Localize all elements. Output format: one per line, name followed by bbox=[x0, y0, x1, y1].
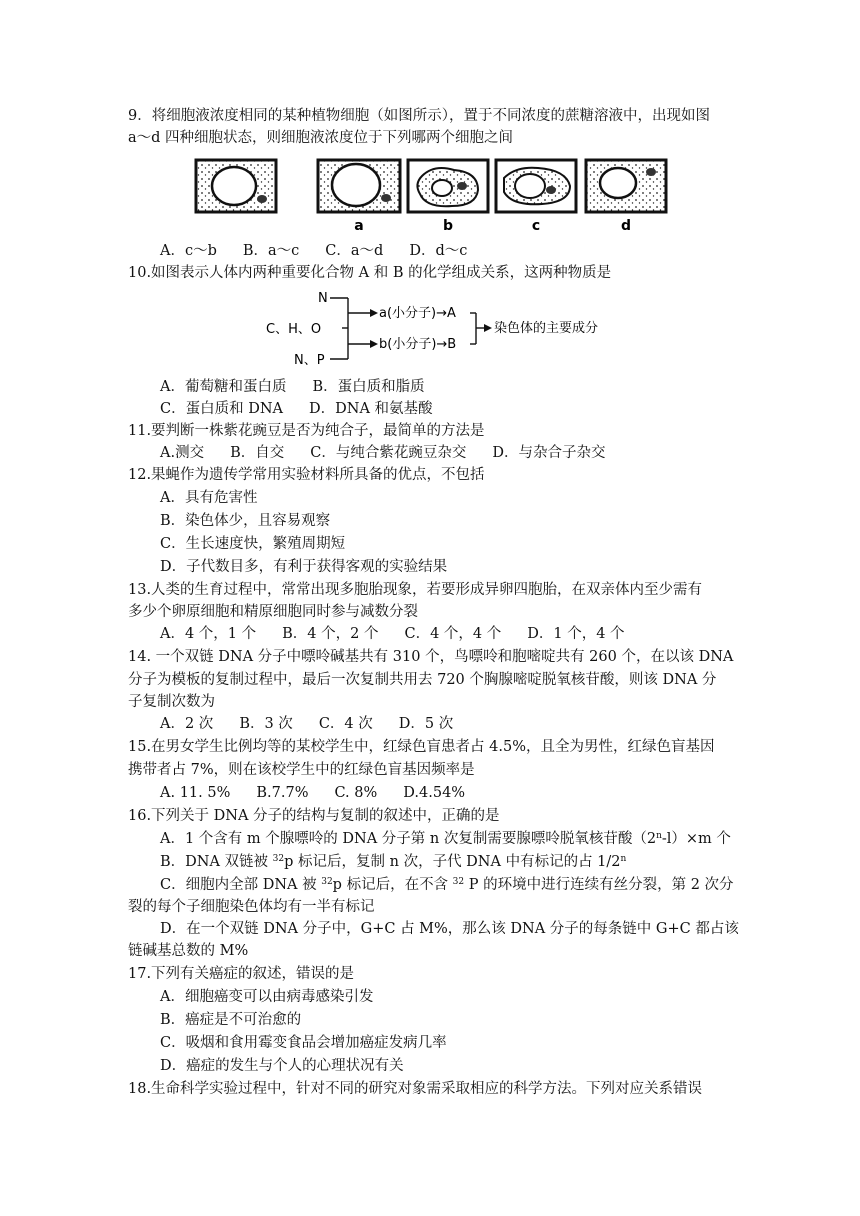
q13-option-c[interactable]: C．4 个，4 个 bbox=[404, 626, 502, 642]
diagram-cho: C、H、O bbox=[266, 322, 322, 337]
q15-option-a[interactable]: A. 11. 5% bbox=[160, 785, 231, 801]
q16-option-b-sup1: 32 bbox=[272, 854, 285, 864]
q16-option-c-text2: p 标记后，在不含 bbox=[332, 877, 453, 893]
diagram-np: N、P bbox=[294, 353, 325, 368]
q10-option-c[interactable]: C．蛋白质和 DNA bbox=[160, 401, 283, 417]
q9-option-b[interactable]: B．a～c bbox=[242, 243, 300, 259]
q17-option-d[interactable]: D．癌症的发生与个人的心理状况有关 bbox=[160, 1058, 404, 1074]
q17-option-b[interactable]: B．癌症是不可治愈的 bbox=[160, 1012, 302, 1028]
diagram-n: N bbox=[318, 291, 328, 306]
fig-label-c: c bbox=[531, 218, 541, 234]
q18-stem: 18.生命科学实验过程中，针对不同的研究对象需采取相应的科学方法。下列对应关系错误 bbox=[128, 1081, 703, 1097]
q9-stem-line1: 9．将细胞液浓度相同的某种植物细胞（如图所示），置于不同浓度的蔗糖溶液中，出现如图 bbox=[128, 108, 710, 124]
q12-stem: 12.果蝇作为遗传学常用实验材料所具备的优点，不包括 bbox=[128, 467, 485, 483]
q17-option-c[interactable]: C．吸烟和食用霉变食品会增加癌症发病几率 bbox=[160, 1035, 447, 1051]
q12-option-b[interactable]: B．染色体少，且容易观察 bbox=[160, 513, 331, 529]
q14-option-c[interactable]: C．4 次 bbox=[318, 716, 373, 732]
cell-c bbox=[496, 160, 576, 212]
q16-option-b-sup2: n bbox=[620, 854, 627, 864]
q10-stem: 10.如图表示人体内两种重要化合物 A 和 B 的化学组成关系，这两种物质是 bbox=[128, 265, 612, 281]
q13-options bbox=[160, 624, 651, 644]
q9-option-a[interactable]: A．c～b bbox=[160, 243, 217, 259]
q13-stem-line2: 多少个卵原细胞和精原细胞同时参与减数分裂 bbox=[128, 604, 418, 620]
q11-option-a[interactable]: A.测交 bbox=[160, 445, 205, 461]
q13-stem-line1: 13.人类的生育过程中，常常出现多胞胎现象，若要形成异卵四胞胎，在双亲体内至少需有 bbox=[128, 582, 703, 598]
q14-option-d[interactable]: D．5 次 bbox=[398, 716, 454, 732]
q10-option-a[interactable]: A．葡萄糖和蛋白质 bbox=[160, 379, 287, 395]
q13-option-a[interactable]: A．4 个，1 个 bbox=[160, 626, 257, 642]
fig-label-a: a bbox=[354, 218, 364, 234]
q16-option-d[interactable]: D．在一个双链 DNA 分子中，G+C 占 M%，那么该 DNA 分子的每条链中 G+C 都占该 bbox=[160, 921, 739, 937]
q10-option-b[interactable]: B．蛋白质和脂质 bbox=[312, 379, 425, 395]
q14-stem-line1: 14. 一个双链 DNA 分子中嘌呤碱基共有 310 个，鸟嘌呤和胞嘧啶共有 260 个，在以该 DNA bbox=[128, 649, 734, 665]
q15-stem-line2: 携带者占 7%，则在该校学生中的红绿色盲基因频率是 bbox=[128, 762, 475, 778]
q11-option-d[interactable]: D．与杂合子杂交 bbox=[492, 445, 606, 461]
q11-option-c[interactable]: C．与纯合紫花豌豆杂交 bbox=[310, 445, 467, 461]
q10-option-d[interactable]: D．DNA 和氨基酸 bbox=[309, 401, 433, 417]
q16-option-c-text1: C．细胞内全部 DNA 被 bbox=[160, 877, 322, 893]
diagram-a: a(小分子)→A bbox=[379, 306, 456, 321]
q16-option-b-text1: B．DNA 双链被 bbox=[160, 854, 273, 870]
q10-diagram bbox=[262, 287, 622, 373]
q12-option-c[interactable]: C．生长速度快，繁殖周期短 bbox=[160, 536, 346, 552]
q13-option-b[interactable]: B．4 个，2 个 bbox=[282, 626, 379, 642]
q16-option-a[interactable] bbox=[160, 829, 731, 849]
cell-b bbox=[408, 160, 488, 212]
q14-option-b[interactable]: B．3 次 bbox=[239, 716, 293, 732]
q14-stem-line2: 分子为模板的复制过程中，最后一次复制共用去 720 个胸腺嘧啶脱氧核苷酸，则该 DNA 分 bbox=[128, 672, 717, 688]
q14-stem-line3: 子复制次数为 bbox=[128, 694, 215, 710]
q16-option-b[interactable] bbox=[160, 852, 626, 872]
q15-option-c[interactable]: C. 8% bbox=[334, 785, 378, 801]
cell-d bbox=[586, 160, 666, 212]
q15-option-b[interactable]: B.7.7% bbox=[256, 785, 309, 801]
q9-option-c[interactable]: C．a～d bbox=[325, 243, 384, 259]
q16-option-c[interactable] bbox=[160, 875, 734, 895]
q16-option-c-line2: 裂的每个子细胞染色体均有一半有标记 bbox=[128, 899, 375, 915]
q10-options-row2 bbox=[160, 399, 459, 419]
q16-option-c-sup2: 32 bbox=[452, 877, 465, 887]
fig-label-d: d bbox=[620, 218, 632, 234]
q13-option-d[interactable]: D．1 个，4 个 bbox=[527, 626, 625, 642]
q16-option-d-line2: 链碱基总数的 M% bbox=[128, 943, 249, 959]
reference-cell bbox=[196, 160, 276, 212]
q15-option-d[interactable]: D.4.54% bbox=[403, 785, 466, 801]
q15-stem-line1: 15.在男女学生比例均等的某校学生中，红绿色盲患者占 4.5%，且全为男性，红绿色盲基因 bbox=[128, 739, 715, 755]
q9-option-d[interactable]: D．d～c bbox=[409, 243, 468, 259]
q16-option-c-text3: P 的环境中进行连续有丝分裂，第 2 次分 bbox=[464, 877, 734, 893]
q9-options bbox=[160, 241, 493, 261]
q17-option-a[interactable]: A．细胞癌变可以由病毒感染引发 bbox=[160, 989, 374, 1005]
q16-option-a-text2: -l）×m 个 bbox=[661, 831, 731, 847]
fig-label-b: b bbox=[442, 218, 454, 234]
q16-option-b-text2: p 标记后，复制 n 次，子代 DNA 中有标记的占 1/2 bbox=[284, 854, 621, 870]
q16-option-c-sup1: 32 bbox=[321, 877, 333, 887]
diagram-b: b(小分子)→B bbox=[379, 337, 457, 352]
q9-cell-figure bbox=[186, 156, 676, 236]
q16-stem: 16.下列关于 DNA 分子的结构与复制的叙述中，正确的是 bbox=[128, 808, 500, 824]
q11-options bbox=[160, 443, 631, 463]
q16-option-a-text1: A．1 个含有 m 个腺嘌呤的 DNA 分子第 n 次复制需要腺嘌呤脱氧核苷酸（2 bbox=[160, 831, 657, 847]
q11-stem: 11.要判断一株紫花豌豆是否为纯合子，最简单的方法是 bbox=[128, 423, 485, 439]
q12-option-d[interactable]: D．子代数目多，有利于获得客观的实验结果 bbox=[160, 559, 448, 575]
q10-options-row1 bbox=[160, 377, 451, 397]
cell-a bbox=[318, 160, 400, 212]
q12-option-a[interactable]: A．具有危害性 bbox=[160, 490, 258, 506]
q17-stem: 17.下列有关癌症的叙述，错误的是 bbox=[128, 966, 355, 982]
q15-options bbox=[160, 783, 491, 803]
q16-option-a-sup: n bbox=[656, 831, 662, 841]
q14-options bbox=[160, 714, 479, 734]
q9-stem-line2: a～d 四种细胞状态，则细胞液浓度位于下列哪两个细胞之间 bbox=[128, 130, 514, 146]
diagram-result: 染色体的主要成分 bbox=[494, 321, 599, 336]
q11-option-b[interactable]: B．自交 bbox=[230, 445, 285, 461]
q14-option-a[interactable]: A．2 次 bbox=[160, 716, 214, 732]
